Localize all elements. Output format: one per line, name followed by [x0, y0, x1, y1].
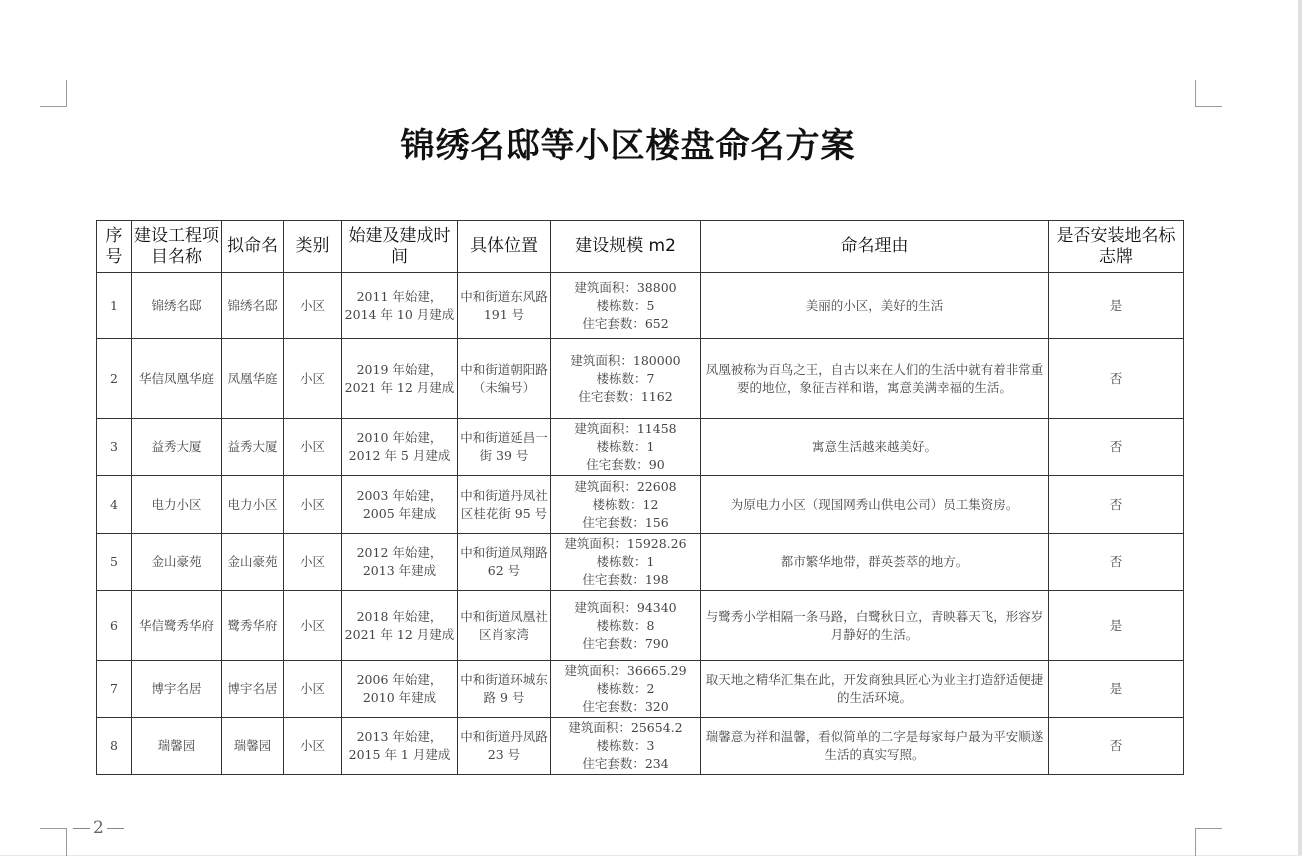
cell-signboard: 是 — [1049, 273, 1184, 339]
cell-project: 瑞馨园 — [132, 718, 222, 775]
cell-project: 华信凤凰华庭 — [132, 339, 222, 419]
scale-units: 住宅套数：234 — [582, 756, 669, 771]
crop-mark-bottom-right — [1195, 828, 1222, 856]
header-reason: 命名理由 — [701, 221, 1049, 273]
header-signboard: 是否安装地名标志牌 — [1049, 221, 1184, 273]
cell-signboard: 是 — [1049, 661, 1184, 718]
cell-location: 中和街道环城东路 9 号 — [458, 661, 551, 718]
header-proposed-name: 拟命名 — [222, 221, 284, 273]
cell-category: 小区 — [284, 534, 342, 591]
cell-proposed-name: 瑞馨园 — [222, 718, 284, 775]
scale-units: 住宅套数：90 — [586, 457, 665, 472]
cell-location: 中和街道朝阳路（未编号） — [458, 339, 551, 419]
cell-proposed-name: 锦绣名邸 — [222, 273, 284, 339]
table-row — [97, 419, 1184, 476]
cell-period: 2018 年始建，2021 年 12 月建成 — [342, 591, 458, 661]
cell-scale — [551, 339, 701, 419]
cell-signboard: 否 — [1049, 718, 1184, 775]
cell-project: 金山豪苑 — [132, 534, 222, 591]
cell-location: 中和街道凤翔路 62 号 — [458, 534, 551, 591]
header-location: 具体位置 — [458, 221, 551, 273]
scale-buildings: 楼栋数：12 — [592, 496, 659, 512]
cell-category: 小区 — [284, 419, 342, 476]
scale-area: 建筑面积：94340 — [574, 599, 677, 615]
crop-mark-top-right — [1195, 80, 1222, 107]
cell-project: 益秀大厦 — [132, 419, 222, 476]
crop-mark-top-left — [40, 80, 67, 107]
cell-period: 2013 年始建，2015 年 1 月建成 — [342, 718, 458, 775]
scale-buildings: 楼栋数：1 — [596, 554, 655, 569]
table-row — [97, 476, 1184, 534]
cell-category: 小区 — [284, 476, 342, 534]
scale-buildings: 楼栋数：5 — [596, 297, 655, 313]
scale-area: 建筑面积：36665.29 — [564, 663, 687, 678]
document-title: 锦绣名邸等小区楼盘命名方案 — [400, 126, 856, 166]
cell-period: 2012 年始建，2013 年建成 — [342, 534, 458, 591]
scale-buildings: 楼栋数：2 — [596, 681, 655, 696]
naming-plan-table — [96, 220, 1184, 775]
cell-scale — [551, 661, 701, 718]
cell-project: 锦绣名邸 — [132, 273, 222, 339]
scale-buildings: 楼栋数：7 — [596, 370, 655, 386]
cell-location: 中和街道延昌一街 39 号 — [458, 419, 551, 476]
scale-area: 建筑面积：22608 — [574, 478, 677, 494]
cell-proposed-name: 电力小区 — [222, 476, 284, 534]
cell-reason: 取天地之精华汇集在此，开发商独具匠心为业主打造舒适便捷的生活环境。 — [701, 661, 1049, 718]
header-category: 类别 — [284, 221, 342, 273]
table-row — [97, 661, 1184, 718]
cell-index: 1 — [97, 273, 132, 339]
cell-index: 3 — [97, 419, 132, 476]
cell-location: 中和街道凤凰社区肖家湾 — [458, 591, 551, 661]
cell-project: 博宇名居 — [132, 661, 222, 718]
scrollbar-edge[interactable] — [1298, 0, 1302, 855]
cell-project: 华信鹭秀华府 — [132, 591, 222, 661]
cell-index: 8 — [97, 718, 132, 775]
cell-proposed-name: 金山豪苑 — [222, 534, 284, 591]
cell-category: 小区 — [284, 591, 342, 661]
cell-scale — [551, 476, 701, 534]
cell-reason: 凤凰被称为百鸟之王，自古以来在人们的生活中就有着非常重要的地位，象征吉祥和谐，寓意美满幸福的生活。 — [701, 339, 1049, 419]
header-scale: 建设规模 m2 — [551, 221, 701, 273]
cell-index: 7 — [97, 661, 132, 718]
cell-signboard: 否 — [1049, 339, 1184, 419]
scale-buildings: 楼栋数：8 — [596, 617, 655, 633]
cell-signboard: 否 — [1049, 476, 1184, 534]
scale-units: 住宅套数：320 — [582, 699, 669, 714]
scale-area: 建筑面积：180000 — [570, 352, 681, 368]
cell-period: 2003 年始建，2005 年建成 — [342, 476, 458, 534]
cell-signboard: 是 — [1049, 591, 1184, 661]
crop-mark-bottom-left — [40, 828, 67, 856]
cell-reason: 美丽的小区，美好的生活 — [701, 273, 1049, 339]
scale-units: 住宅套数：198 — [582, 572, 669, 587]
cell-location: 中和街道丹凤社区桂花街 95 号 — [458, 476, 551, 534]
scale-buildings: 楼栋数：1 — [596, 439, 655, 454]
table-row — [97, 273, 1184, 339]
cell-location: 中和街道东风路 191 号 — [458, 273, 551, 339]
cell-signboard: 否 — [1049, 534, 1184, 591]
cell-proposed-name: 益秀大厦 — [222, 419, 284, 476]
cell-index: 2 — [97, 339, 132, 419]
header-index: 序号 — [97, 221, 132, 273]
header-project: 建设工程项目名称 — [132, 221, 222, 273]
cell-period: 2010 年始建，2012 年 5 月建成 — [342, 419, 458, 476]
header-period: 始建及建成时间 — [342, 221, 458, 273]
cell-proposed-name: 凤凰华庭 — [222, 339, 284, 419]
cell-reason: 与鹭秀小学相隔一条马路，白鹭秋日立，青映暮天飞，形容岁月静好的生活。 — [701, 591, 1049, 661]
cell-reason: 寓意生活越来越美好。 — [701, 419, 1049, 476]
cell-index: 6 — [97, 591, 132, 661]
cell-period: 2006 年始建，2010 年建成 — [342, 661, 458, 718]
scale-area: 建筑面积：15928.26 — [564, 536, 687, 551]
cell-signboard: 否 — [1049, 419, 1184, 476]
cell-reason: 为原电力小区（现国网秀山供电公司）员工集资房。 — [701, 476, 1049, 534]
cell-project: 电力小区 — [132, 476, 222, 534]
scale-units: 住宅套数：1162 — [578, 388, 673, 404]
cell-category: 小区 — [284, 273, 342, 339]
table-row — [97, 534, 1184, 591]
table-row — [97, 718, 1184, 775]
cell-scale — [551, 419, 701, 476]
cell-scale — [551, 534, 701, 591]
cell-proposed-name: 博宇名居 — [222, 661, 284, 718]
cell-proposed-name: 鹭秀华府 — [222, 591, 284, 661]
scale-buildings: 楼栋数：3 — [596, 738, 655, 753]
scale-units: 住宅套数：652 — [582, 315, 669, 331]
cell-category: 小区 — [284, 339, 342, 419]
scale-units: 住宅套数：156 — [582, 514, 669, 530]
cell-period: 2011 年始建，2014 年 10 月建成 — [342, 273, 458, 339]
scale-area: 建筑面积：11458 — [574, 421, 677, 436]
cell-period: 2019 年始建，2021 年 12 月建成 — [342, 339, 458, 419]
cell-index: 5 — [97, 534, 132, 591]
scale-units: 住宅套数：790 — [582, 635, 669, 651]
table-row — [97, 339, 1184, 419]
cell-scale — [551, 718, 701, 775]
cell-scale — [551, 591, 701, 661]
cell-reason: 都市繁华地带，群英荟萃的地方。 — [701, 534, 1049, 591]
table-header-row — [97, 221, 1184, 273]
page-number: 2 — [70, 818, 127, 838]
scale-area: 建筑面积：38800 — [574, 279, 677, 295]
table-row — [97, 591, 1184, 661]
cell-index: 4 — [97, 476, 132, 534]
cell-category: 小区 — [284, 661, 342, 718]
cell-category: 小区 — [284, 718, 342, 775]
scale-area: 建筑面积：25654.2 — [568, 720, 683, 735]
cell-scale — [551, 273, 701, 339]
cell-reason: 瑞馨意为祥和温馨，看似简单的二字是每家每户最为平安顺遂生活的真实写照。 — [701, 718, 1049, 775]
cell-location: 中和街道丹凤路 23 号 — [458, 718, 551, 775]
